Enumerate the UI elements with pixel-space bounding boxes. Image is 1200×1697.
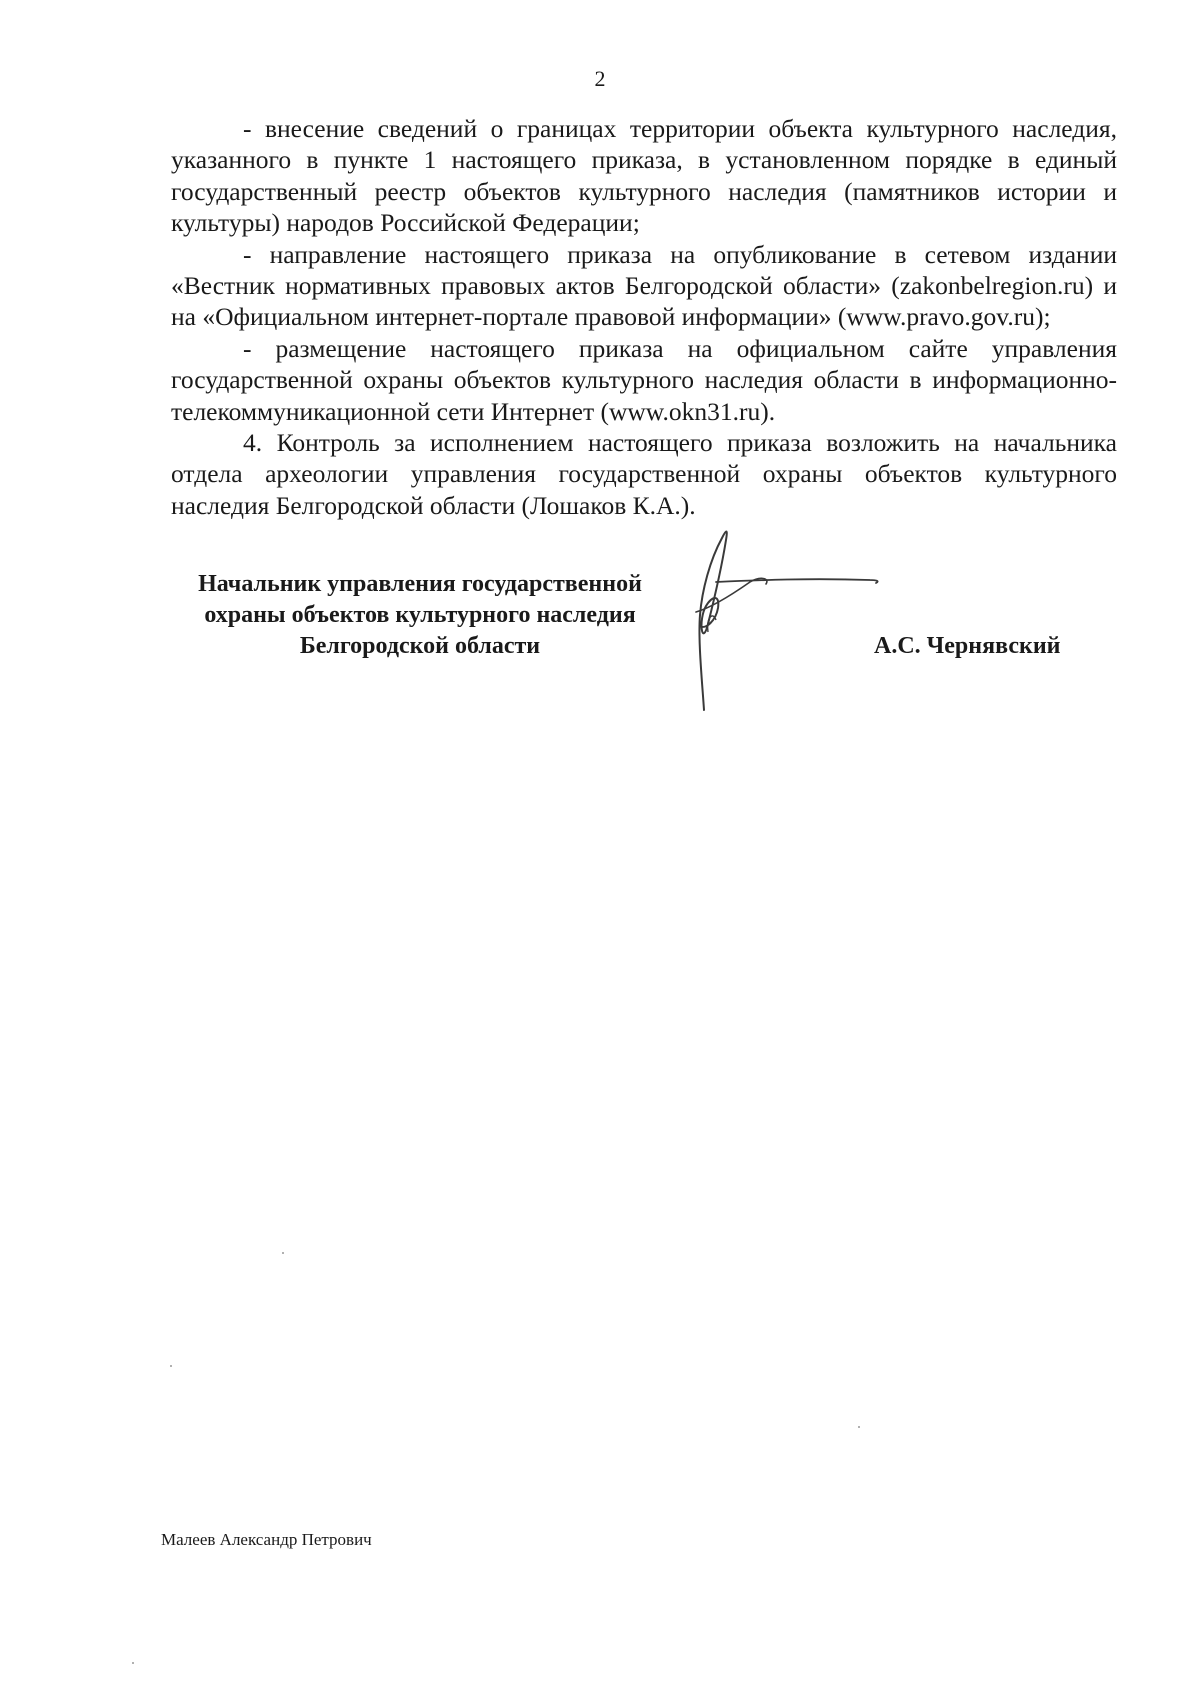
paragraph-registry-entry: - внесение сведений о границах территории объекта культурного наследия, указанного в пункте 1 настоящего приказа, в установленном порядке в единый государственный реестр объектов культурного наследия (памятников истории и культуры) народов Российской Федерации; [171, 114, 1117, 238]
page-number: 2 [594, 66, 606, 91]
signatory-position-line: Начальник управления государственной [198, 571, 642, 597]
scan-speck [170, 1365, 172, 1367]
signatory-position-line: охраны объектов культурного наследия [204, 602, 636, 628]
signer-name: А.С. Чернявский [874, 633, 1061, 659]
document-body [171, 113, 1117, 521]
signatory-position-line: Белгородской области [299, 633, 541, 659]
scan-speck [282, 1252, 284, 1254]
handwritten-signature [690, 520, 910, 720]
signatory-position [160, 569, 680, 662]
scan-speck [858, 1426, 860, 1428]
paragraph-publication: - направление настоящего приказа на опубликование в сетевом издании «Вестник нормативных правовых актов Белгородской области» (zakonbelregion.ru) и на «Официальном интернет-портале правовой информации» (www.pravo.gov.ru); [171, 239, 1117, 332]
scan-speck [132, 1662, 134, 1664]
paragraph-control: 4. Контроль за исполнением настоящего приказа возложить на начальника отдела археологии управления государственной охраны объектов культурного наследия Белгородской области (Лошаков К.А.). [171, 428, 1117, 520]
executor-name: Малеев Александр Петрович [161, 1530, 372, 1549]
paragraph-website-placement: - размещение настоящего приказа на официальном сайте управления государственной охраны объектов культурного наследия области в информационно-телекоммуникационной сети Интернет (www.okn31.ru). [171, 333, 1117, 426]
